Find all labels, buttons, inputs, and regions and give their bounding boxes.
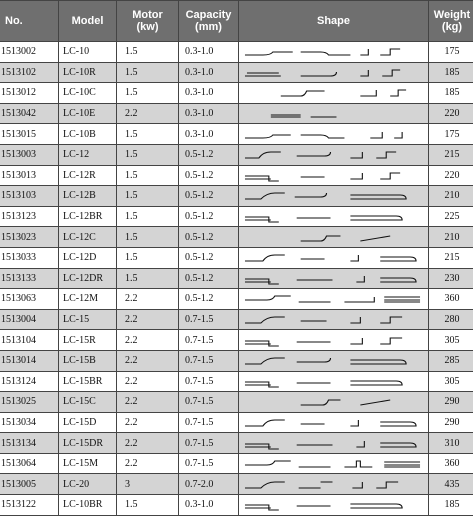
cell-capacity: 0.5-1.2 [179,227,239,248]
table-row [0,350,473,371]
header-capacity: Capacity (mm) [179,1,239,42]
cell-weight: 185 [429,62,473,83]
cell-model: LC-12BR [59,206,117,227]
cell-model: LC-12DR [59,268,117,289]
cell-shape [239,289,429,310]
cell-shape [239,392,429,413]
cell-motor: 1.5 [117,124,179,145]
cell-motor: 1.5 [117,165,179,186]
bend-profile-icon [241,84,426,101]
table-row [0,330,473,351]
table-row [0,433,473,454]
cell-model: LC-10R [59,62,117,83]
cell-model: LC-15D [59,412,117,433]
cell-weight: 175 [429,124,473,145]
bend-profile-icon [241,311,426,328]
cell-no: 1513014 [0,350,59,371]
cell-capacity: 0.7-1.5 [179,453,239,474]
cell-motor: 3 [117,474,179,495]
cell-shape [239,165,429,186]
bend-profile-icon [241,126,426,143]
table-row [0,371,473,392]
table-row [0,247,473,268]
header-shape: Shape [239,1,429,42]
cell-model: LC-15 [59,309,117,330]
cell-shape [239,268,429,289]
cell-motor: 2.2 [117,412,179,433]
cell-weight: 360 [429,289,473,310]
cell-model: LC-10B [59,124,117,145]
cell-capacity: 0.5-1.2 [179,144,239,165]
table-row [0,42,473,63]
cell-weight: 230 [429,268,473,289]
cell-weight: 220 [429,103,473,124]
cell-model: LC-20 [59,474,117,495]
bend-profile-icon [241,373,426,390]
table-row [0,474,473,495]
table-row [0,186,473,207]
cell-weight: 215 [429,247,473,268]
cell-model: LC-15BR [59,371,117,392]
cell-weight: 305 [429,371,473,392]
bend-profile-icon [241,249,426,266]
cell-no: 1513122 [0,495,59,516]
cell-motor: 2.2 [117,371,179,392]
cell-motor: 1.5 [117,227,179,248]
cell-capacity: 0.7-1.5 [179,371,239,392]
cell-no: 1513012 [0,83,59,104]
cell-shape [239,433,429,454]
cell-no: 1513104 [0,330,59,351]
cell-weight: 225 [429,206,473,227]
cell-weight: 290 [429,392,473,413]
bend-profile-icon [241,270,426,287]
cell-shape [239,453,429,474]
header-row [0,1,473,42]
table-row [0,227,473,248]
cell-capacity: 0.5-1.2 [179,289,239,310]
cell-no: 1513002 [0,42,59,63]
table-body [0,42,473,516]
cell-motor: 2.2 [117,103,179,124]
cell-shape [239,474,429,495]
cell-no: 1513042 [0,103,59,124]
bend-profile-icon [241,393,426,410]
cell-shape [239,371,429,392]
cell-shape [239,186,429,207]
cell-capacity: 0.3-1.0 [179,495,239,516]
cell-no: 1513063 [0,289,59,310]
cell-no: 1513034 [0,412,59,433]
bend-profile-icon [241,187,426,204]
cell-motor: 2.2 [117,289,179,310]
bend-profile-icon [241,476,426,493]
bend-profile-icon [241,414,426,431]
cell-no: 1513124 [0,371,59,392]
cell-no: 1513003 [0,144,59,165]
cell-capacity: 0.7-1.5 [179,412,239,433]
bend-profile-icon [241,43,426,60]
cell-model: LC-12D [59,247,117,268]
cell-model: LC-12B [59,186,117,207]
cell-motor: 1.5 [117,62,179,83]
cell-model: LC-10BR [59,495,117,516]
bend-profile-icon [241,229,426,246]
cell-shape [239,495,429,516]
cell-no: 1513102 [0,62,59,83]
cell-weight: 210 [429,186,473,207]
cell-model: LC-10C [59,83,117,104]
table-row [0,83,473,104]
cell-weight: 305 [429,330,473,351]
cell-weight: 360 [429,453,473,474]
cell-capacity: 0.7-1.5 [179,309,239,330]
cell-capacity: 0.5-1.2 [179,165,239,186]
header-motor: Motor (kw) [117,1,179,42]
cell-model: LC-12C [59,227,117,248]
cell-capacity: 0.5-1.2 [179,206,239,227]
cell-no: 1513025 [0,392,59,413]
cell-no: 1513134 [0,433,59,454]
cell-motor: 1.5 [117,495,179,516]
cell-weight: 210 [429,227,473,248]
bend-profile-icon [241,167,426,184]
cell-weight: 310 [429,433,473,454]
cell-capacity: 0.5-1.2 [179,268,239,289]
bend-profile-icon [241,64,426,81]
cell-weight: 220 [429,165,473,186]
cell-capacity: 0.7-1.5 [179,330,239,351]
cell-model: LC-15C [59,392,117,413]
table-row [0,289,473,310]
bend-profile-icon [241,208,426,225]
bend-profile-icon [241,146,426,163]
cell-weight: 435 [429,474,473,495]
cell-shape [239,103,429,124]
cell-shape [239,124,429,145]
bend-profile-icon [241,352,426,369]
table-row [0,268,473,289]
table-row [0,495,473,516]
cell-capacity: 0.3-1.0 [179,103,239,124]
table-row [0,412,473,433]
table-row [0,124,473,145]
cell-no: 1513005 [0,474,59,495]
cell-capacity: 0.3-1.0 [179,62,239,83]
cell-model: LC-10E [59,103,117,124]
cell-no: 1513133 [0,268,59,289]
cell-capacity: 0.3-1.0 [179,42,239,63]
cell-motor: 1.5 [117,144,179,165]
cell-capacity: 0.7-1.5 [179,350,239,371]
cell-no: 1513004 [0,309,59,330]
cell-no: 1513023 [0,227,59,248]
cell-model: LC-12 [59,144,117,165]
cell-shape [239,227,429,248]
cell-model: LC-15R [59,330,117,351]
cell-no: 1513015 [0,124,59,145]
cell-weight: 285 [429,350,473,371]
cell-weight: 215 [429,144,473,165]
table-row [0,144,473,165]
cell-motor: 2.2 [117,453,179,474]
cell-motor: 1.5 [117,186,179,207]
cell-motor: 2.2 [117,309,179,330]
cell-no: 1513013 [0,165,59,186]
cell-motor: 2.2 [117,350,179,371]
cell-shape [239,62,429,83]
cell-shape [239,330,429,351]
cell-motor: 2.2 [117,433,179,454]
cell-no: 1513103 [0,186,59,207]
header-weight: Weight (kg) [429,1,473,42]
cell-weight: 185 [429,495,473,516]
cell-shape [239,412,429,433]
cell-weight: 185 [429,83,473,104]
cell-model: LC-10 [59,42,117,63]
header-model: Model [59,1,117,42]
table-row [0,206,473,227]
table-row [0,103,473,124]
cell-weight: 175 [429,42,473,63]
cell-capacity: 0.7-1.5 [179,433,239,454]
header-no: No. [0,1,59,42]
cell-motor: 1.5 [117,83,179,104]
cell-shape [239,206,429,227]
cell-motor: 1.5 [117,206,179,227]
bend-profile-icon [241,105,426,122]
cell-capacity: 0.3-1.0 [179,124,239,145]
cell-capacity: 0.3-1.0 [179,83,239,104]
cell-shape [239,42,429,63]
cell-shape [239,83,429,104]
cell-capacity: 0.7-2.0 [179,474,239,495]
cell-model: LC-15DR [59,433,117,454]
bend-profile-icon [241,290,426,307]
table-row [0,165,473,186]
bend-profile-icon [241,496,426,513]
cell-motor: 2.2 [117,330,179,351]
cell-capacity: 0.7-1.5 [179,392,239,413]
table-row [0,62,473,83]
bend-profile-icon [241,332,426,349]
cell-motor: 2.2 [117,392,179,413]
table-row [0,309,473,330]
cell-capacity: 0.5-1.2 [179,247,239,268]
cell-no: 1513064 [0,453,59,474]
cell-shape [239,247,429,268]
bend-profile-icon [241,455,426,472]
table-row [0,453,473,474]
cell-motor: 1.5 [117,268,179,289]
table-row [0,392,473,413]
cell-weight: 280 [429,309,473,330]
cell-no: 1513033 [0,247,59,268]
cell-capacity: 0.5-1.2 [179,186,239,207]
cell-motor: 1.5 [117,42,179,63]
cell-motor: 1.5 [117,247,179,268]
bend-profile-icon [241,435,426,452]
cell-weight: 290 [429,412,473,433]
cell-shape [239,144,429,165]
cell-model: LC-15M [59,453,117,474]
cell-model: LC-12M [59,289,117,310]
cell-no: 1513123 [0,206,59,227]
cell-shape [239,350,429,371]
cell-model: LC-12R [59,165,117,186]
cell-model: LC-15B [59,350,117,371]
cell-shape [239,309,429,330]
